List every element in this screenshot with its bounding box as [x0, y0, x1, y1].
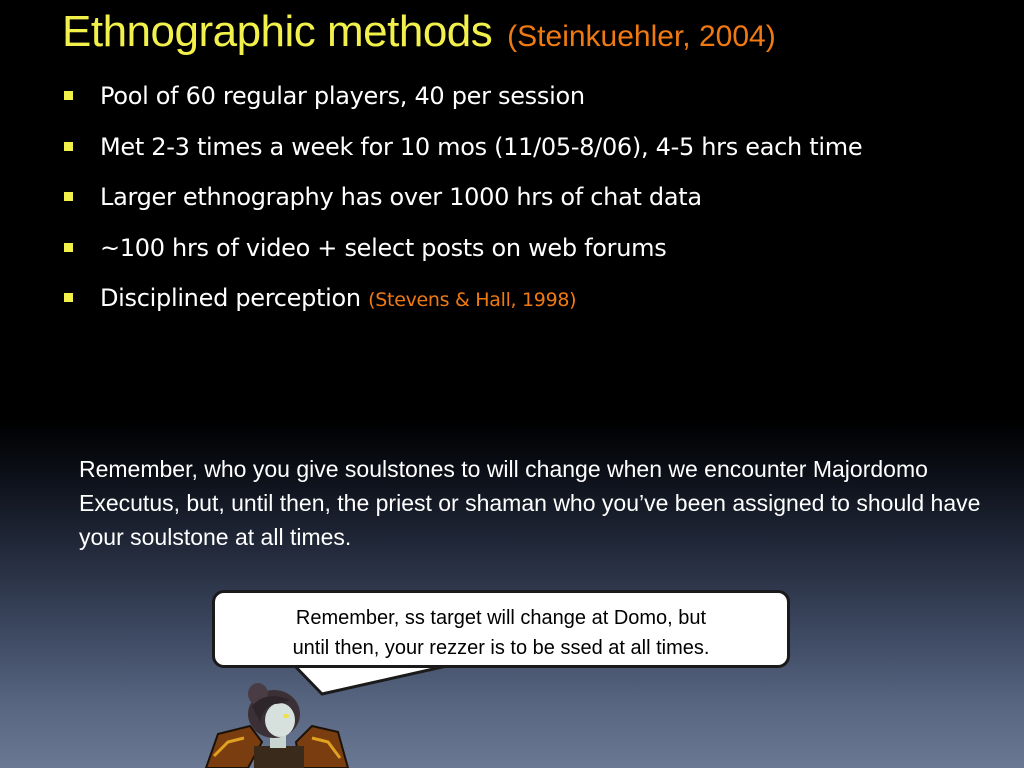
title-citation: (Steinkuehler, 2004): [507, 20, 776, 53]
square-bullet-icon: [64, 91, 73, 100]
square-bullet-icon: [64, 243, 73, 252]
bullet-citation: (Stevens & Hall, 1998): [368, 289, 577, 311]
square-bullet-icon: [64, 192, 73, 201]
game-character-avatar: [200, 682, 350, 768]
square-bullet-icon: [64, 142, 73, 151]
square-bullet-icon: [64, 293, 73, 302]
bullet-text: Larger ethnography has over 1000 hrs of chat data: [100, 183, 702, 211]
slide-title: [62, 6, 776, 59]
bullet-list: [62, 74, 862, 327]
bullet-text: Pool of 60 regular players, 40 per session: [100, 82, 585, 110]
speech-bubble-line: Remember, ss target will change at Domo, but: [295, 607, 707, 629]
title-main: Ethnographic methods: [62, 7, 493, 56]
bullet-item: [62, 125, 862, 176]
bullet-item: [62, 276, 862, 327]
bullet-item: [62, 74, 862, 125]
bullet-text: Met 2-3 times a week for 10 mos (11/05-8/06), 4-5 hrs each time: [100, 132, 863, 161]
bullet-item: [62, 226, 862, 277]
chat-quote: Remember, who you give soulstones to will change when we encounter Majordomo Executus, but, until then, the priest or shaman who you’ve been assigned to should have your soulstone at all times.: [79, 456, 981, 550]
bullet-item: [62, 175, 862, 226]
bullet-text: Disciplined perception: [100, 284, 369, 312]
bullet-text: ~100 hrs of video + select posts on web forums: [100, 233, 667, 262]
speech-bubble: [212, 590, 790, 668]
speech-bubble-line: until then, your rezzer is to be ssed at all times.: [292, 637, 710, 659]
